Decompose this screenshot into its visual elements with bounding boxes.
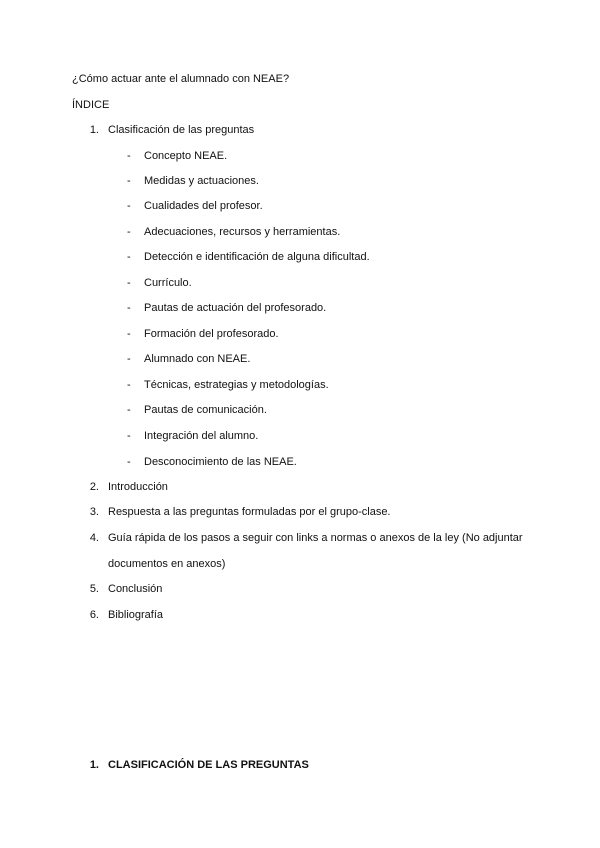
dash-bullet: - [127,328,131,340]
dash-bullet: - [127,277,131,289]
dash-bullet: - [127,379,131,391]
toc-item-number: 4. [89,532,99,544]
toc-subitem-label: Currículo. [144,277,192,289]
toc-item-label: Introducción [108,481,168,493]
section-heading-number: 1. [89,759,99,771]
dash-bullet: - [127,150,131,162]
toc-item-label: Conclusión [108,583,163,595]
toc-subitem-label: Medidas y actuaciones. [144,175,259,187]
toc-subitem-label: Técnicas, estrategias y metodologías. [144,379,329,391]
toc-item-number: 3. [89,506,99,518]
section-heading-title: CLASIFICACIÓN DE LAS PREGUNTAS [108,759,309,771]
toc-subitem-label: Pautas de actuación del profesorado. [144,302,327,314]
toc-subitem-label: Integración del alumno. [144,430,259,442]
dash-bullet: - [127,200,131,212]
toc-item-label-continuation: documentos en anexos) [108,558,226,570]
toc-item-label: Bibliografía [108,609,164,621]
toc-subitem-label: Formación del profesorado. [144,328,279,340]
dash-bullet: - [127,353,131,365]
dash-bullet: - [127,456,131,468]
toc-item-number: 1. [89,124,99,136]
document-question: ¿Cómo actuar ante el alumnado con NEAE? [72,73,290,85]
toc-item-label: Guía rápida de los pasos a seguir con links a normas o anexos de la ley (No adjuntar [108,532,523,544]
dash-bullet: - [127,251,131,263]
dash-bullet: - [127,404,131,416]
toc-subitem-label: Desconocimiento de las NEAE. [144,456,297,468]
toc-item-label: Clasificación de las preguntas [108,124,255,136]
toc-subitem-label: Adecuaciones, recursos y herramientas. [144,226,341,238]
toc-subitem-label: Concepto NEAE. [144,150,228,162]
toc-item-label: Respuesta a las preguntas formuladas por el grupo-clase. [108,506,391,518]
toc-subitem-label: Cualidades del profesor. [144,200,263,212]
toc-subitem-label: Detección e identificación de alguna dificultad. [144,251,370,263]
index-title: ÍNDICE [72,99,110,111]
dash-bullet: - [127,226,131,238]
dash-bullet: - [127,175,131,187]
toc-subitem-label: Alumnado con NEAE. [144,353,251,365]
dash-bullet: - [127,302,131,314]
toc-item-number: 2. [89,481,99,493]
dash-bullet: - [127,430,131,442]
toc-item-number: 5. [89,583,99,595]
toc-item-number: 6. [89,609,99,621]
toc-subitem-label: Pautas de comunicación. [144,404,267,416]
